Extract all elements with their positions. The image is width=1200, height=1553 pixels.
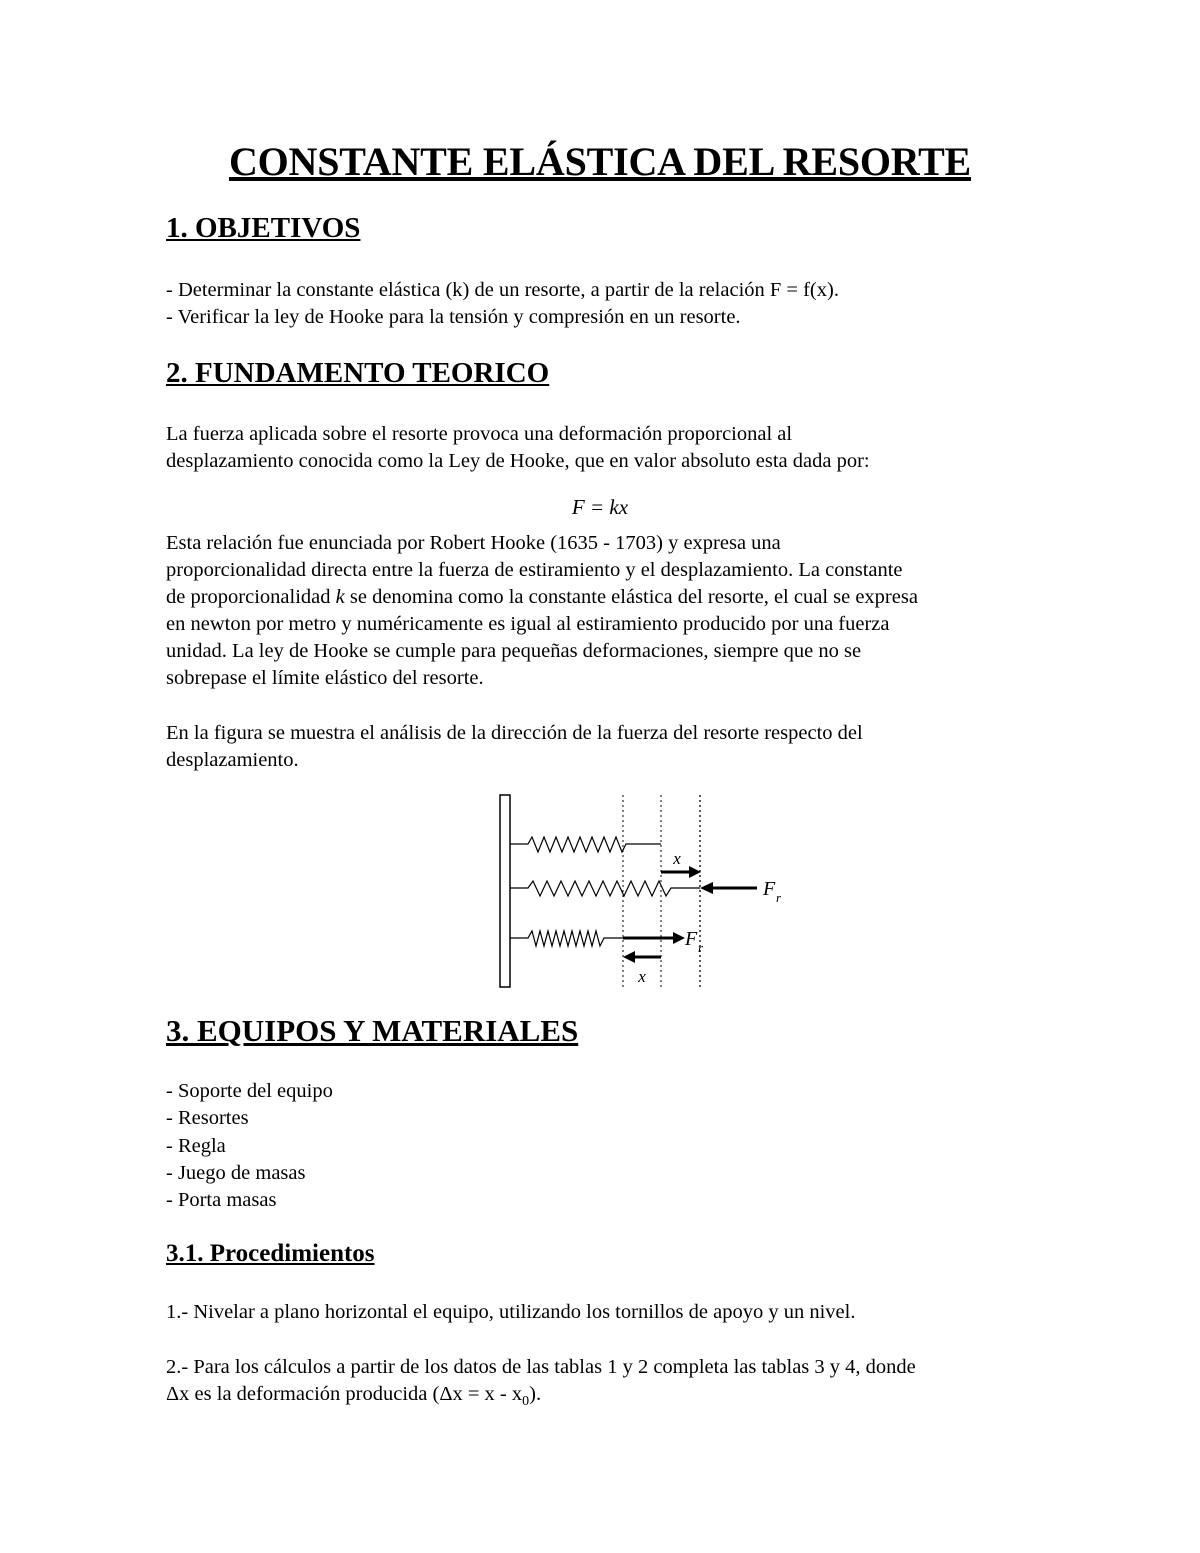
label-force-compress: F — [685, 928, 698, 950]
paragraph-line — [166, 586, 918, 609]
spring-compressed — [510, 931, 623, 946]
material-item: - Soporte del equipo — [166, 1080, 333, 1102]
objetivo-item: - Determinar la constante elástica (k) de un resorte, a partir de la relación F = f(x). — [166, 279, 839, 301]
objetivo-item: - Verificar la ley de Hooke para la tensión y compresión en un resorte. — [166, 306, 741, 328]
arrow-head — [623, 951, 635, 963]
paragraph-line: en newton por metro y numéricamente es igual al estiramiento producido por una fuerza — [166, 613, 890, 635]
label-force-stretch: F — [763, 878, 776, 900]
text-run: de proporcionalidad — [166, 586, 336, 608]
procedure-step: 2.- Para los cálculos a partir de los datos de las tablas 1 y 2 completa las tablas 3 y 4, donde — [166, 1356, 916, 1378]
section-heading-objetivos: 1. OBJETIVOS — [166, 212, 361, 244]
paragraph-line: unidad. La ley de Hooke se cumple para pequeñas deformaciones, siempre que no se — [166, 640, 862, 662]
label-force-compress-sub: r — [698, 940, 704, 955]
k-symbol: k — [335, 586, 345, 608]
page-title: CONSTANTE ELÁSTICA DEL RESORTE — [228, 139, 972, 184]
section-heading-fundamento: 2. FUNDAMENTO TEORICO — [166, 357, 550, 389]
paragraph-line: La fuerza aplicada sobre el resorte provoca una deformación proporcional al — [166, 423, 793, 445]
hooke-equation: F = kx — [571, 495, 629, 519]
text-run: Δx es la deformación producida (Δx = x - x — [166, 1383, 523, 1405]
material-item: - Porta masas — [166, 1189, 277, 1211]
material-item: - Regla — [166, 1135, 226, 1157]
text-run: se denomina como la constante elástica del resorte, el cual se expresa — [344, 586, 918, 608]
material-item: - Juego de masas — [166, 1162, 306, 1184]
paragraph-line: sobrepase el límite elástico del resorte. — [166, 667, 484, 689]
arrow-head — [700, 882, 713, 894]
arrow-head — [673, 932, 685, 944]
wall — [500, 795, 510, 987]
spring-natural — [510, 837, 661, 852]
procedure-step: 1.- Nivelar a plano horizontal el equipo, utilizando los tornillos de apoyo y un nivel. — [166, 1301, 856, 1323]
subscript-zero: 0 — [522, 1394, 530, 1410]
paragraph-line: desplazamiento. — [166, 749, 299, 771]
paragraph-line: desplazamiento conocida como la Ley de Hooke, que en valor absoluto esta dada por: — [166, 450, 870, 472]
procedure-step — [166, 1383, 541, 1410]
spring-force-diagram — [495, 792, 795, 992]
label-x-stretch: x — [673, 849, 681, 868]
section-heading-procedimientos: 3.1. Procedimientos — [166, 1240, 375, 1267]
label-force-stretch-sub: r — [776, 890, 782, 905]
paragraph-line: Esta relación fue enunciada por Robert Hooke (1635 - 1703) y expresa una — [166, 532, 781, 554]
spring-stretched — [510, 881, 700, 896]
paragraph-line: proporcionalidad directa entre la fuerza de estiramiento y el desplazamiento. La constante — [166, 559, 903, 581]
material-item: - Resortes — [166, 1107, 249, 1129]
text-run: ). — [529, 1383, 542, 1405]
label-x-compress: x — [638, 967, 646, 986]
arrow-head — [689, 866, 701, 878]
section-heading-equipos: 3. EQUIPOS Y MATERIALES — [166, 1013, 579, 1048]
paragraph-line: En la figura se muestra el análisis de la dirección de la fuerza del resorte respecto del — [166, 722, 863, 744]
